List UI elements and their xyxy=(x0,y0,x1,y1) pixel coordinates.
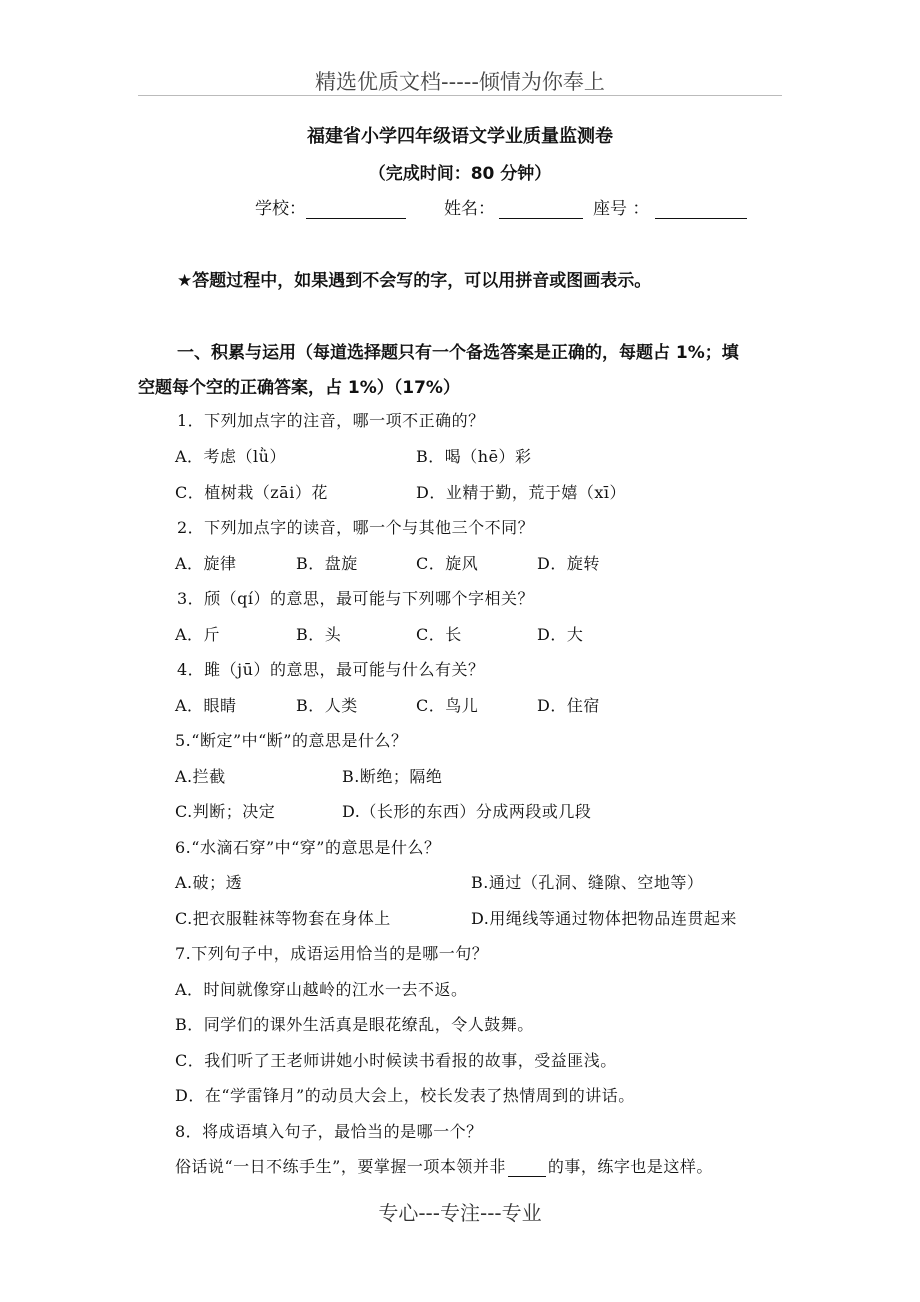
q1-option-b[interactable]: B．喝（hē）彩 xyxy=(416,447,532,466)
q8-fill-blank[interactable] xyxy=(508,1160,546,1177)
q6-option-b[interactable]: B.通过（孔洞、缝隙、空地等） xyxy=(471,873,704,892)
page-footer: 专心---专注---专业 xyxy=(378,1201,542,1225)
q7-option-b[interactable]: B．同学们的课外生活真是眼花缭乱，令人鼓舞。 xyxy=(175,1015,534,1034)
q7-option-d[interactable]: D．在“学雷锋月”的动员大会上，校长发表了热情周到的讲话。 xyxy=(175,1086,635,1105)
q5-option-d[interactable]: D.（长形的东西）分成两段或几段 xyxy=(342,802,592,821)
q1-option-a[interactable]: A．考虑（lǜ） xyxy=(175,447,286,466)
q8-text-before: 俗话说“一日不练手生”，要掌握一项本领并非 xyxy=(175,1157,506,1176)
q3-option-c[interactable]: C．长 xyxy=(416,625,462,644)
q3-option-a[interactable]: A．斤 xyxy=(175,625,221,644)
q2-option-c[interactable]: C．旋风 xyxy=(416,554,479,573)
q4-option-d[interactable]: D．住宿 xyxy=(537,696,600,715)
q8-sentence xyxy=(175,1154,713,1177)
exam-title: 福建省小学四年级语文学业质量监测卷 xyxy=(307,126,613,147)
q2-option-a[interactable]: A．旋律 xyxy=(175,554,237,573)
q6-stem: 6.“水滴石穿”中“穿”的意思是什么？ xyxy=(175,838,441,857)
header-rule xyxy=(138,95,782,96)
student-info-row xyxy=(255,194,747,219)
q8-stem: 8．将成语填入句子，最恰当的是哪一个？ xyxy=(175,1122,483,1141)
q6-option-a[interactable]: A.破；透 xyxy=(175,873,243,892)
q3-option-d[interactable]: D．大 xyxy=(537,625,584,644)
q7-stem: 7.下列句子中，成语运用恰当的是哪一句？ xyxy=(175,944,489,963)
name-label: 姓名： xyxy=(444,199,495,219)
q1-option-d[interactable]: D．业精于勤，荒于嬉（xī） xyxy=(416,483,626,502)
q5-stem: 5.“断定”中“断”的意思是什么？ xyxy=(175,731,408,750)
school-blank[interactable] xyxy=(306,200,406,219)
q4-option-b[interactable]: B．人类 xyxy=(296,696,358,715)
name-blank[interactable] xyxy=(499,200,583,219)
q6-option-d[interactable]: D.用绳线等通过物体把物品连贯起来 xyxy=(471,909,737,928)
section-heading-line2: 空题每个空的正确答案，占 1%）（17%） xyxy=(138,378,460,398)
q4-option-a[interactable]: A．眼睛 xyxy=(175,696,237,715)
q1-stem: 1．下列加点字的注音，哪一项不正确的？ xyxy=(177,411,485,430)
q8-text-after: 的事，练字也是这样。 xyxy=(547,1157,713,1176)
q2-stem: 2．下列加点字的读音，哪一个与其他三个不同？ xyxy=(177,518,535,537)
q3-option-b[interactable]: B．头 xyxy=(296,625,342,644)
q5-option-c[interactable]: C.判断；决定 xyxy=(175,802,276,821)
q1-option-c[interactable]: C．植树栽（zāi）花 xyxy=(175,483,328,502)
q6-option-c[interactable]: C.把衣服鞋袜等物套在身体上 xyxy=(175,909,391,928)
seat-blank[interactable] xyxy=(655,200,747,219)
exam-duration: （完成时间：80 分钟） xyxy=(368,164,552,184)
page-header: 精选优质文档-----倾情为你奉上 xyxy=(315,70,605,94)
q5-option-b[interactable]: B.断绝；隔绝 xyxy=(342,767,443,786)
section-heading-line1: 一、积累与运用（每道选择题只有一个备选答案是正确的，每题占 1%；填 xyxy=(177,343,739,363)
q2-option-b[interactable]: B．盘旋 xyxy=(296,554,358,573)
q3-stem: 3．颀（qí）的意思，最可能与下列哪个字相关？ xyxy=(177,589,535,608)
notice: ★答题过程中，如果遇到不会写的字，可以用拼音或图画表示。 xyxy=(177,271,652,291)
q7-option-a[interactable]: A．时间就像穿山越岭的江水一去不返。 xyxy=(175,980,468,999)
q4-option-c[interactable]: C．鸟儿 xyxy=(416,696,479,715)
q7-option-c[interactable]: C．我们听了王老师讲她小时候读书看报的故事，受益匪浅。 xyxy=(175,1051,617,1070)
q5-option-a[interactable]: A.拦截 xyxy=(175,767,226,786)
q4-stem: 4．雎（jū）的意思，最可能与什么有关？ xyxy=(177,660,485,679)
q2-option-d[interactable]: D．旋转 xyxy=(537,554,600,573)
school-label: 学校： xyxy=(255,199,306,219)
seat-label: 座号 ： xyxy=(593,199,650,219)
